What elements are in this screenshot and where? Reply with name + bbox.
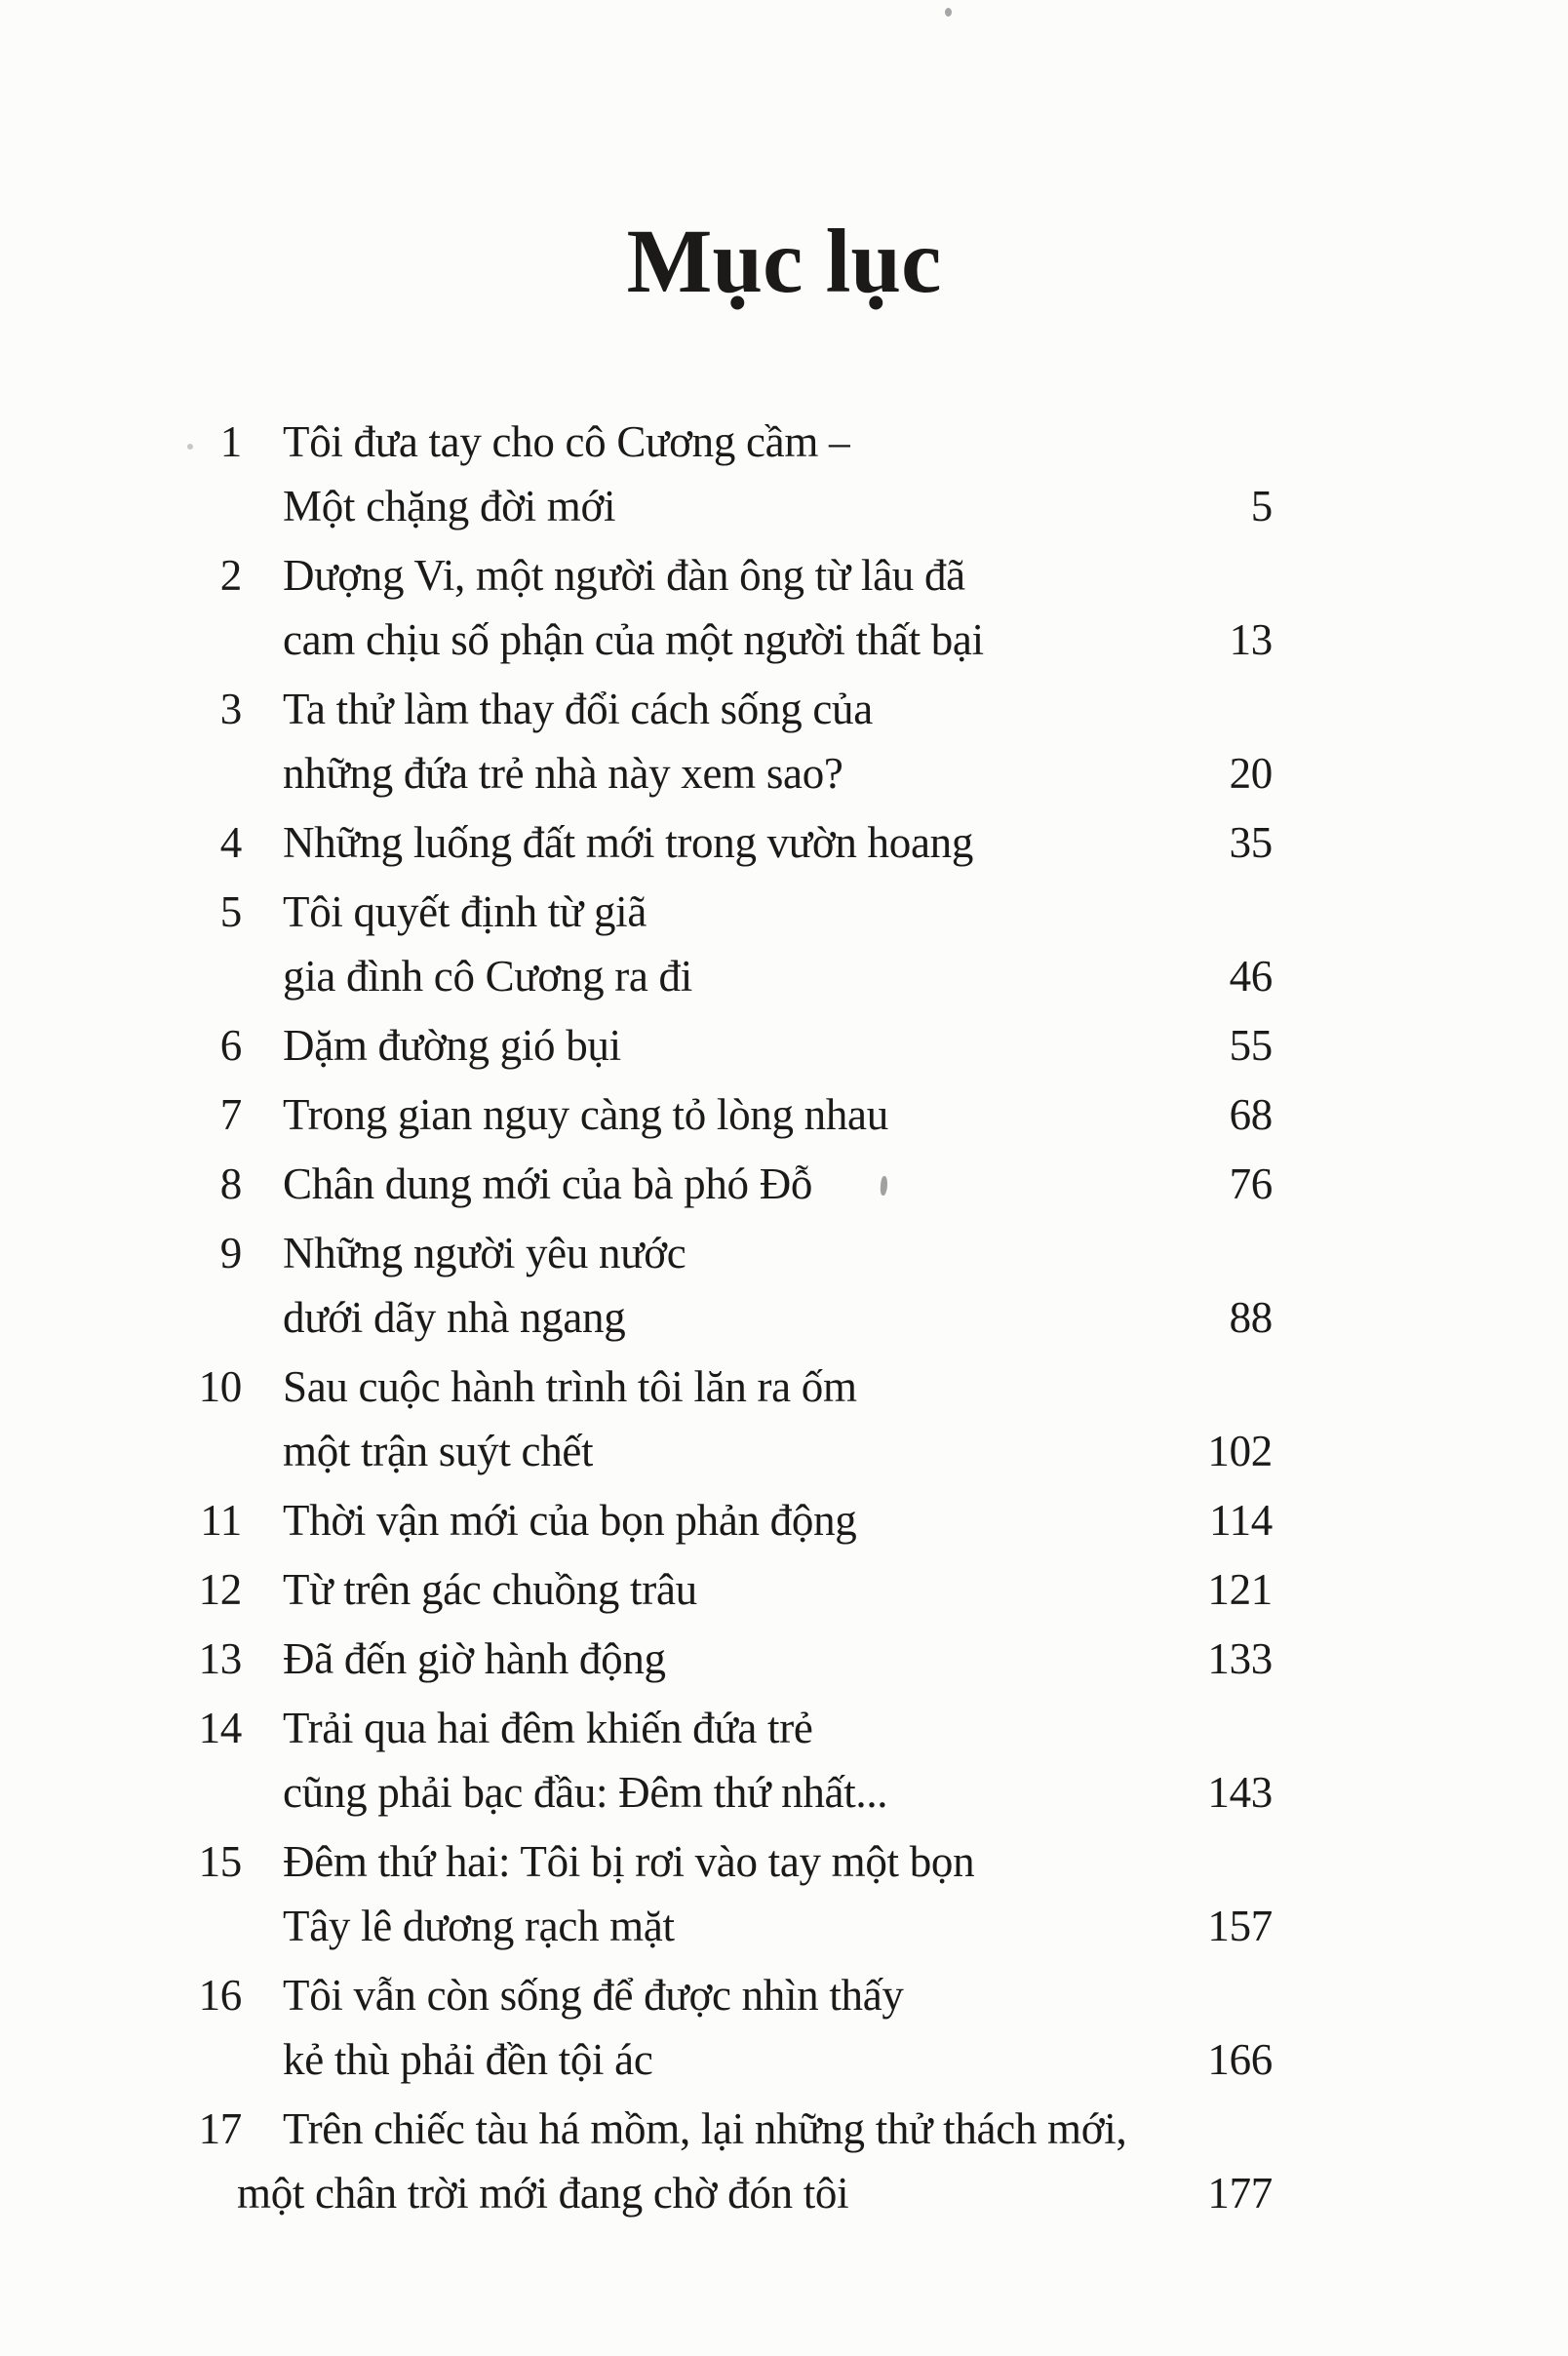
entry-title: một trận suýt chết — [283, 1427, 594, 1475]
toc-line — [0, 2027, 1568, 2092]
entry-title: Những người yêu nước — [283, 1229, 686, 1277]
entry-page-number: 35 — [1229, 818, 1273, 867]
entry-page-number: 102 — [1207, 1427, 1273, 1475]
toc-entry — [0, 1355, 1568, 1483]
entry-page-number: 55 — [1229, 1021, 1273, 1070]
entry-number: 13 — [198, 1634, 242, 1683]
entry-page-number: 166 — [1207, 2035, 1273, 2084]
entry-title: Một chặng đời mới — [283, 482, 616, 530]
entry-page-number: 46 — [1229, 952, 1273, 1001]
toc-entry — [0, 2097, 1568, 2225]
toc-line — [0, 608, 1568, 672]
toc-entry — [0, 543, 1568, 672]
entry-page-number: 68 — [1229, 1090, 1273, 1139]
entry-number: 17 — [198, 2104, 242, 2153]
entry-title: Thời vận mới của bọn phản động — [283, 1496, 857, 1545]
entry-number: 11 — [200, 1496, 242, 1545]
entry-page-number: 5 — [1250, 482, 1273, 530]
toc-line — [0, 1627, 1568, 1691]
entry-title: Dặm đường gió bụi — [283, 1021, 621, 1070]
entry-title: Tôi vẫn còn sống để được nhìn thấy — [283, 1971, 904, 2020]
entry-title: Tôi quyết định từ giã — [283, 887, 647, 936]
entry-number: 16 — [198, 1971, 242, 2020]
entry-number: 1 — [219, 417, 242, 466]
entry-number: 14 — [198, 1704, 242, 1752]
entry-title: cam chịu số phận của một người thất bại — [283, 615, 984, 664]
entry-title: cũng phải bạc đầu: Đêm thứ nhất... — [283, 1768, 888, 1817]
entry-number: 15 — [198, 1837, 242, 1886]
toc-line — [0, 1696, 1568, 1760]
entry-number: 7 — [219, 1090, 242, 1139]
toc-line — [0, 1082, 1568, 1147]
entry-page-number: 121 — [1207, 1565, 1273, 1614]
toc-entry — [0, 1627, 1568, 1691]
entry-number: 4 — [219, 818, 242, 867]
entry-title: một chân trời mới đang chờ đón tôi — [237, 2169, 849, 2218]
toc-line — [0, 1894, 1568, 1958]
entry-title: Tây lê dương rạch mặt — [283, 1902, 675, 1950]
entry-number: 8 — [219, 1159, 242, 1208]
entry-title: Từ trên gác chuồng trâu — [283, 1565, 697, 1614]
toc-line — [0, 1963, 1568, 2027]
entry-number: 2 — [219, 551, 242, 600]
entry-title: Trên chiếc tàu há mồm, lại những thử thách mới, — [283, 2104, 1127, 2153]
toc-line — [0, 677, 1568, 741]
entry-number: 12 — [198, 1565, 242, 1614]
entry-title: gia đình cô Cương ra đi — [283, 952, 692, 1001]
toc-line — [0, 1557, 1568, 1622]
page-title: Mục lục — [626, 212, 942, 312]
toc-entry — [0, 810, 1568, 875]
entry-title: Trong gian nguy càng tỏ lòng nhau — [283, 1090, 888, 1139]
toc-line — [0, 1829, 1568, 1894]
entry-title: Sau cuộc hành trình tôi lăn ra ốm — [283, 1362, 857, 1411]
toc-line — [0, 944, 1568, 1008]
entry-number: 10 — [198, 1362, 242, 1411]
entry-title: dưới dãy nhà ngang — [283, 1293, 626, 1342]
entry-number: 6 — [219, 1021, 242, 1070]
toc-line — [0, 2097, 1568, 2161]
toc-line — [0, 1488, 1568, 1552]
toc — [0, 410, 1568, 2230]
entry-title: Đã đến giờ hành động — [283, 1634, 666, 1683]
entry-page-number: 88 — [1229, 1293, 1273, 1342]
toc-line — [0, 1285, 1568, 1350]
entry-number: 9 — [219, 1229, 242, 1277]
toc-line — [0, 2161, 1568, 2225]
entry-title: kẻ thù phải đền tội ác — [283, 2035, 653, 2084]
entry-page-number: 177 — [1207, 2169, 1273, 2218]
toc-line — [0, 1152, 1568, 1216]
toc-line — [0, 810, 1568, 875]
toc-entry — [0, 1557, 1568, 1622]
scan-speck — [945, 8, 952, 17]
toc-entry — [0, 1829, 1568, 1958]
entry-title: Chân dung mới của bà phó Đỗ — [283, 1159, 813, 1208]
toc-line — [0, 1355, 1568, 1419]
entry-title: Trải qua hai đêm khiến đứa trẻ — [283, 1704, 813, 1752]
toc-line — [0, 1221, 1568, 1285]
entry-number: 3 — [219, 685, 242, 733]
toc-line — [0, 410, 1568, 474]
toc-line — [0, 474, 1568, 538]
entry-title: Tôi đưa tay cho cô Cương cầm – — [283, 417, 851, 466]
toc-line — [0, 543, 1568, 608]
toc-line — [0, 741, 1568, 805]
toc-entry — [0, 1082, 1568, 1147]
toc-entry — [0, 1696, 1568, 1825]
toc-line — [0, 1760, 1568, 1825]
toc-entry — [0, 1013, 1568, 1078]
entry-title: những đứa trẻ nhà này xem sao? — [283, 749, 843, 798]
toc-entry — [0, 1963, 1568, 2092]
entry-page-number: 76 — [1229, 1159, 1273, 1208]
entry-page-number: 143 — [1207, 1768, 1273, 1817]
entry-title: Ta thử làm thay đổi cách sống của — [283, 685, 873, 733]
toc-entry — [0, 677, 1568, 805]
toc-entry — [0, 1488, 1568, 1552]
toc-entry — [0, 880, 1568, 1008]
entry-page-number: 133 — [1207, 1634, 1273, 1683]
entry-page-number: 114 — [1209, 1496, 1273, 1545]
toc-entry — [0, 1152, 1568, 1216]
toc-entry — [0, 410, 1568, 538]
entry-title: Dượng Vi, một người đàn ông từ lâu đã — [283, 551, 965, 600]
entry-title: Đêm thứ hai: Tôi bị rơi vào tay một bọn — [283, 1837, 975, 1886]
toc-line — [0, 880, 1568, 944]
toc-entry — [0, 1221, 1568, 1350]
toc-line — [0, 1419, 1568, 1483]
entry-page-number: 20 — [1229, 749, 1273, 798]
toc-line — [0, 1013, 1568, 1078]
entry-number: 5 — [219, 887, 242, 936]
entry-page-number: 157 — [1207, 1902, 1273, 1950]
entry-title: Những luống đất mới trong vườn hoang — [283, 818, 974, 867]
entry-page-number: 13 — [1229, 615, 1273, 664]
